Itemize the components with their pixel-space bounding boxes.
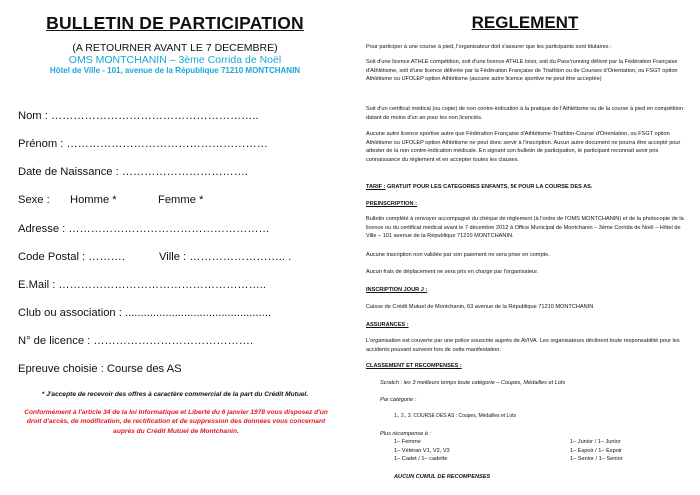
tarif-label: TARIF :: [366, 184, 386, 190]
field-club[interactable]: Club ou association : ...............................................: [18, 307, 272, 319]
event-name: OMS MONTCHANIN – 3ème Corrida de Noël: [68, 54, 282, 66]
assurances-label: ASSURANCES :: [366, 322, 409, 328]
recompense-junior: 1– Junior / 1– Junior: [570, 439, 621, 445]
accept-note: * J'accepte de recevoir des offres à caractère commercial de la part du Crédit Mutuel.: [41, 391, 309, 398]
tarif-line: [366, 183, 686, 192]
assurances-text: L'organisation est couverte par une police souscrite auprès de AVIVA. Les organisateurs déclinent toute responsabilité pour les accidents pouvant survenir lors de cette manifestation.: [366, 338, 680, 353]
recompense-cadet: 1– Cadet / 1– cadette: [394, 456, 448, 463]
preinscription-label: PREINSCRIPTION :: [366, 201, 417, 207]
field-code-postal[interactable]: Code Postal : ……….: [18, 251, 125, 263]
tarif-text: GRATUIT POUR LES CATEGORIES ENFANTS, 5€ POUR LA COURSE DES AS.: [387, 184, 593, 190]
par-categorie-label: Par catégorie :: [380, 397, 417, 403]
recompense-veteran: 1– Vétéran V1, V2, V3: [394, 447, 450, 454]
option-homme[interactable]: Homme *: [70, 194, 117, 206]
field-sexe: Sexe :: [18, 194, 50, 206]
form-title: BULLETIN DE PARTICIPATION: [46, 13, 304, 33]
rule-intro: Pour participer à une course à pied, l'organisateur doit s'assurer que les participants sont titulaires :: [366, 44, 612, 50]
field-email[interactable]: E.Mail : ………………………………………………..: [18, 279, 266, 291]
event-address: Hôtel de Ville - 101, avenue de la République 71210 MONTCHANIN: [49, 66, 301, 75]
field-date-naissance[interactable]: Date de Naissance : …………………………….: [18, 166, 249, 178]
field-ville[interactable]: Ville : …………………….. .: [159, 251, 292, 263]
recompenses-right: [570, 438, 685, 464]
recompense-espoir: 1– Espoir / 1– Espoir: [570, 447, 622, 454]
plus-recompense-label: Plus récompense à :: [380, 431, 431, 437]
option-femme[interactable]: Femme *: [158, 194, 204, 206]
recompenses-left: [394, 438, 534, 464]
field-licence[interactable]: N° de licence : …………………………………….: [18, 335, 254, 347]
scratch-line: Scratch : les 3 meilleurs temps toute catégorie – Coupes, Médailles et Lots: [380, 380, 566, 386]
rule-certificat: Soit d'un certificat médical (ou copie) de non contre-indication à la pratique de l'Athlétisme ou de la course à pied en compétition datant de moins d'un an pour les non licenciés.: [366, 106, 684, 121]
inscription-jour-text: Caisse de Crédit Mutuel de Montchanin, 63 avenue de la République 71210 MONTCHANIN: [366, 304, 594, 310]
legal-note: Conformément à l'article 34 de la loi Informatique et Liberté du 6 janvier 1978 vous disposez d'un droit d'accès, de modification, de rectification et de suppression des données vous concernant auprès du Crédit Mutuel de Montchanin.: [24, 409, 328, 435]
classement-label: CLASSEMENT ET RECOMPENSES :: [366, 363, 462, 369]
reglement-section: [362, 10, 688, 480]
preinscription-text: Bulletin complété à renvoyer accompagné du chèque de règlement (à l'ordre de l'OMS MONTCHANIN) et de la photocopie de la licence ou du certificat médical avant le 7 décembre 2012 à Office Municipal de Montchanin – 3ème Corrida de Noël – Hôtel de Ville – 101 avenue de la République 71210 MONTCHANIN.: [366, 216, 684, 240]
no-validation-note: Aucune inscription non validée par son paiement ne sera prise en compte.: [366, 252, 550, 258]
no-travel-costs-note: Aucun frais de déplacement ne sera pris en charge par l'organisateur.: [366, 269, 539, 275]
recompense-senior: 1– Senior / 1– Senior: [570, 456, 623, 463]
field-adresse[interactable]: Adresse : ………………………………………………: [18, 223, 270, 235]
recompense-femme: 1– Femme: [394, 439, 421, 445]
inscription-jour-label: INSCRIPTION JOUR J :: [366, 287, 428, 293]
form-deadline: (A RETOURNER AVANT LE 7 DECEMBRE): [72, 42, 278, 54]
field-epreuve: Epreuve choisie : Course des AS: [18, 363, 182, 375]
no-cumul-note: AUCUN CUMUL DE RECOMPENSES: [394, 474, 491, 480]
rule-licence: Soit d'une licence ATHLE compétition, soit d'une licence ATHLE loisir, soit du Pass'running délivré par la Fédération Française d'Athlétisme, soit d'une licence délivrée par la Fédération Française de Triathlon ou de Courses d'Orientation, ou FSGT option Athlétisme ou UFOLEP option Athlétisme (aucune autre licence sportive ne peut être acceptée): [366, 59, 678, 83]
categorie-as-line: 1., 2., 3. COURSE DES AS : Coupes, Médailles et Lots: [394, 413, 516, 419]
field-prenom[interactable]: Prénom : ………………………………………………: [18, 138, 268, 150]
reglement-title: REGLEMENT: [471, 13, 579, 32]
participation-form: [14, 10, 336, 435]
field-nom[interactable]: Nom : ………………………………………………..: [18, 110, 259, 122]
rule-no-other-licence: Aucune autre licence sportive autre que Fédération Française d'Athlétisme-Triathlon-Course d'Orientation, ou FSGT option Athlétisme ou UFOLEP option Athlétisme ne peut donc servir à l'inscription. Aucun autre document ne pourra être accepté pour attester de la non contre-indication médicale. En signant son bulletin de participation, le participant reconnait avoir pris connaissance du règlement et en accepter toutes les clauses.: [366, 131, 681, 163]
